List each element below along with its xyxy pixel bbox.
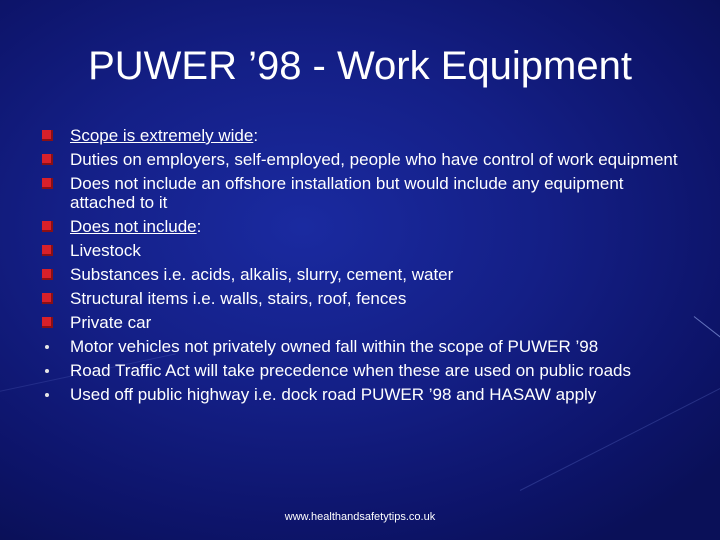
bullet-text: :: [253, 126, 259, 145]
bullet-item: [42, 337, 692, 356]
dot-bullet-icon: [45, 393, 49, 397]
red-square-bullet-icon: [42, 130, 53, 141]
bullet-text: Does not include: [70, 217, 197, 236]
bullet-text: Scope is extremely wide: [70, 126, 254, 145]
red-square-bullet-icon: [42, 154, 53, 165]
bullet-item: [42, 241, 692, 260]
dot-bullet-icon: [45, 369, 49, 373]
red-square-bullet-icon: [42, 269, 53, 280]
red-square-bullet-icon: [42, 178, 53, 189]
red-square-bullet-icon: [42, 317, 53, 328]
bullet-item: [42, 361, 692, 380]
bullet-text: Private car: [70, 313, 152, 332]
bullet-text: Road Traffic Act will take precedence when these are used on public roads: [70, 361, 632, 380]
bullet-item: [42, 174, 692, 212]
bullet-text: Substances i.e. acids, alkalis, slurry, cement, water: [70, 265, 454, 284]
bullet-text: Motor vehicles not privately owned fall within the scope of PUWER ’98: [70, 337, 599, 356]
red-square-bullet-icon: [42, 293, 53, 304]
bullet-item: [42, 150, 692, 169]
bullet-text: Used off public highway i.e. dock road PUWER ’98 and HASAW apply: [70, 385, 597, 404]
bullet-item: [42, 289, 692, 308]
bullet-item: [42, 385, 692, 404]
bullet-text: Structural items i.e. walls, stairs, roof, fences: [70, 289, 407, 308]
red-square-bullet-icon: [42, 221, 53, 232]
dot-bullet-icon: [45, 345, 49, 349]
bullet-item: [42, 217, 692, 236]
bullet-item: [42, 313, 692, 332]
bullet-text: Duties on employers, self-employed, people who have control of work equipment: [70, 150, 678, 169]
bullet-item: [42, 265, 692, 284]
background-streak: [694, 316, 720, 341]
bullet-text: Does not include an offshore installation but would include any equipment attached to it: [70, 174, 624, 212]
footer-url: www.healthandsafetytips.co.uk: [284, 511, 436, 523]
slide-title: PUWER ’98 - Work Equipment: [88, 44, 632, 88]
bullet-text: Livestock: [70, 241, 141, 260]
bullet-item: [42, 126, 692, 145]
bullet-text: :: [196, 217, 202, 236]
red-square-bullet-icon: [42, 245, 53, 256]
bullet-list: [42, 126, 692, 409]
